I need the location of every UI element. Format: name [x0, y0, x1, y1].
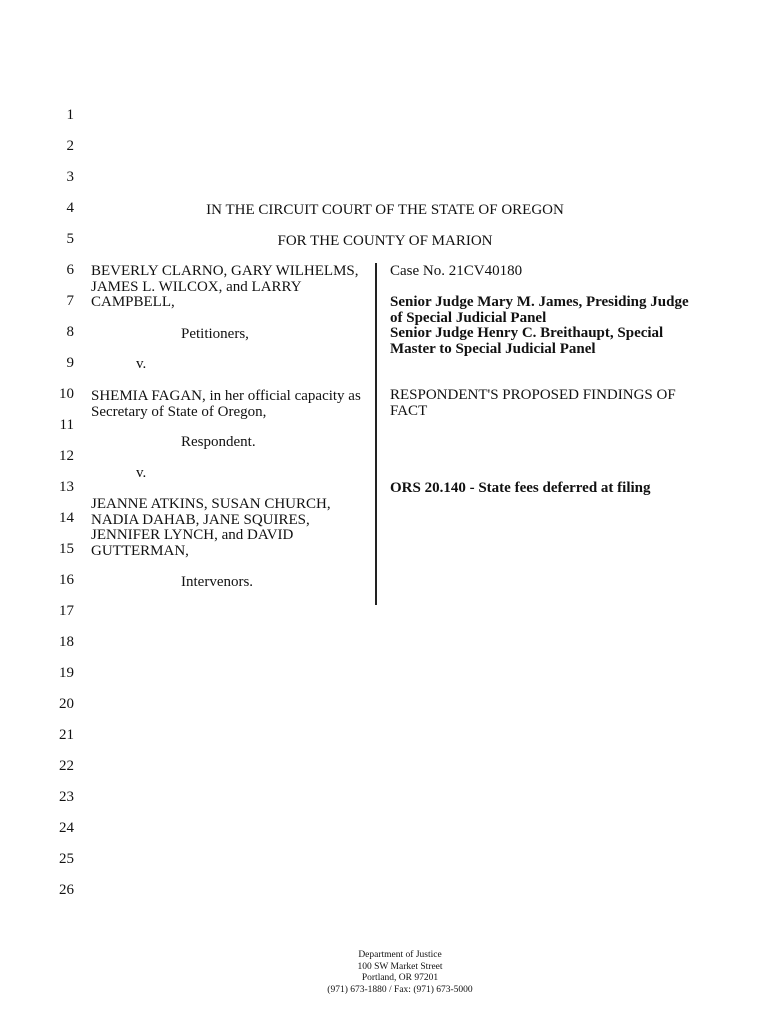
footer-street: 100 SW Market Street: [357, 961, 443, 972]
line-number: 20: [59, 696, 74, 712]
line-number: 25: [59, 851, 74, 867]
document-title: [390, 388, 720, 419]
caption-line: JENNIFER LYNCH, and DAVID: [91, 527, 294, 543]
versus-label: v.: [136, 356, 147, 372]
caption-line: JEANNE ATKINS, SUSAN CHURCH,: [91, 496, 331, 512]
intervenors-label: Intervenors.: [181, 574, 254, 590]
title-line: FACT: [390, 402, 428, 419]
caption-line: JAMES L. WILCOX, and LARRY: [91, 278, 302, 295]
line-number: 14: [59, 510, 74, 526]
line-number: 1: [66, 107, 74, 123]
footer-office: Department of Justice: [358, 950, 442, 960]
line-number: 15: [59, 541, 74, 557]
petitioners-names: [91, 264, 371, 311]
line-number: 5: [66, 231, 74, 247]
line-number: 13: [59, 479, 74, 495]
case-number: Case No. 21CV40180: [390, 263, 523, 279]
line-number: 17: [59, 603, 74, 619]
judges-block: [390, 295, 720, 357]
line-number: 26: [59, 882, 74, 898]
caption-line: NADIA DAHAB, JANE SQUIRES,: [91, 511, 310, 528]
footer-city: Portland, OR 97201: [361, 973, 439, 983]
caption-line: BEVERLY CLARNO, GARY WILHELMS,: [91, 263, 359, 279]
line-number: 3: [66, 169, 74, 185]
line-number: 19: [59, 665, 74, 681]
caption-line: SHEMIA FAGAN, in her official capacity as: [91, 388, 361, 404]
line-number: 23: [59, 789, 74, 805]
line-number: 4: [66, 200, 74, 216]
line-number: 6: [66, 262, 74, 278]
court-name: IN THE CIRCUIT COURT OF THE STATE OF OREGON: [206, 202, 564, 218]
footer-address: [0, 950, 770, 996]
intervenors-names: [91, 497, 371, 559]
caption-line: GUTTERMAN,: [91, 542, 189, 559]
petitioners-label: Petitioners,: [181, 326, 249, 342]
judge-line: Senior Judge Henry C. Breithaupt, Special: [390, 325, 664, 341]
judge-line: Senior Judge Mary M. James, Presiding Judge: [390, 294, 689, 310]
line-number: 11: [59, 417, 74, 433]
caption-line: CAMPBELL,: [91, 294, 175, 310]
line-number: 2: [66, 138, 74, 154]
line-number: 8: [66, 324, 74, 340]
line-number: 24: [59, 820, 74, 836]
judge-line: of Special Judicial Panel: [390, 309, 547, 326]
respondent-label: Respondent.: [181, 434, 256, 450]
caption-line: Secretary of State of Oregon,: [91, 403, 267, 420]
line-number: 10: [59, 386, 74, 402]
footer-phone: (971) 673-1880 / Fax: (971) 673-5000: [327, 984, 473, 995]
fee-note: ORS 20.140 - State fees deferred at filing: [390, 480, 651, 496]
judge-line: Master to Special Judicial Panel: [390, 340, 596, 357]
line-number: 21: [59, 727, 74, 743]
caption-divider: [375, 263, 377, 605]
respondent-names: [91, 389, 376, 420]
versus-label: v.: [136, 465, 147, 481]
line-number: 16: [59, 572, 74, 588]
line-number: 9: [66, 355, 74, 371]
court-county: FOR THE COUNTY OF MARION: [277, 233, 493, 249]
line-number: 12: [59, 448, 74, 464]
line-number: 22: [59, 758, 74, 774]
title-line: RESPONDENT'S PROPOSED FINDINGS OF: [390, 387, 676, 403]
line-number: 18: [59, 634, 74, 650]
line-number: 7: [66, 293, 74, 309]
